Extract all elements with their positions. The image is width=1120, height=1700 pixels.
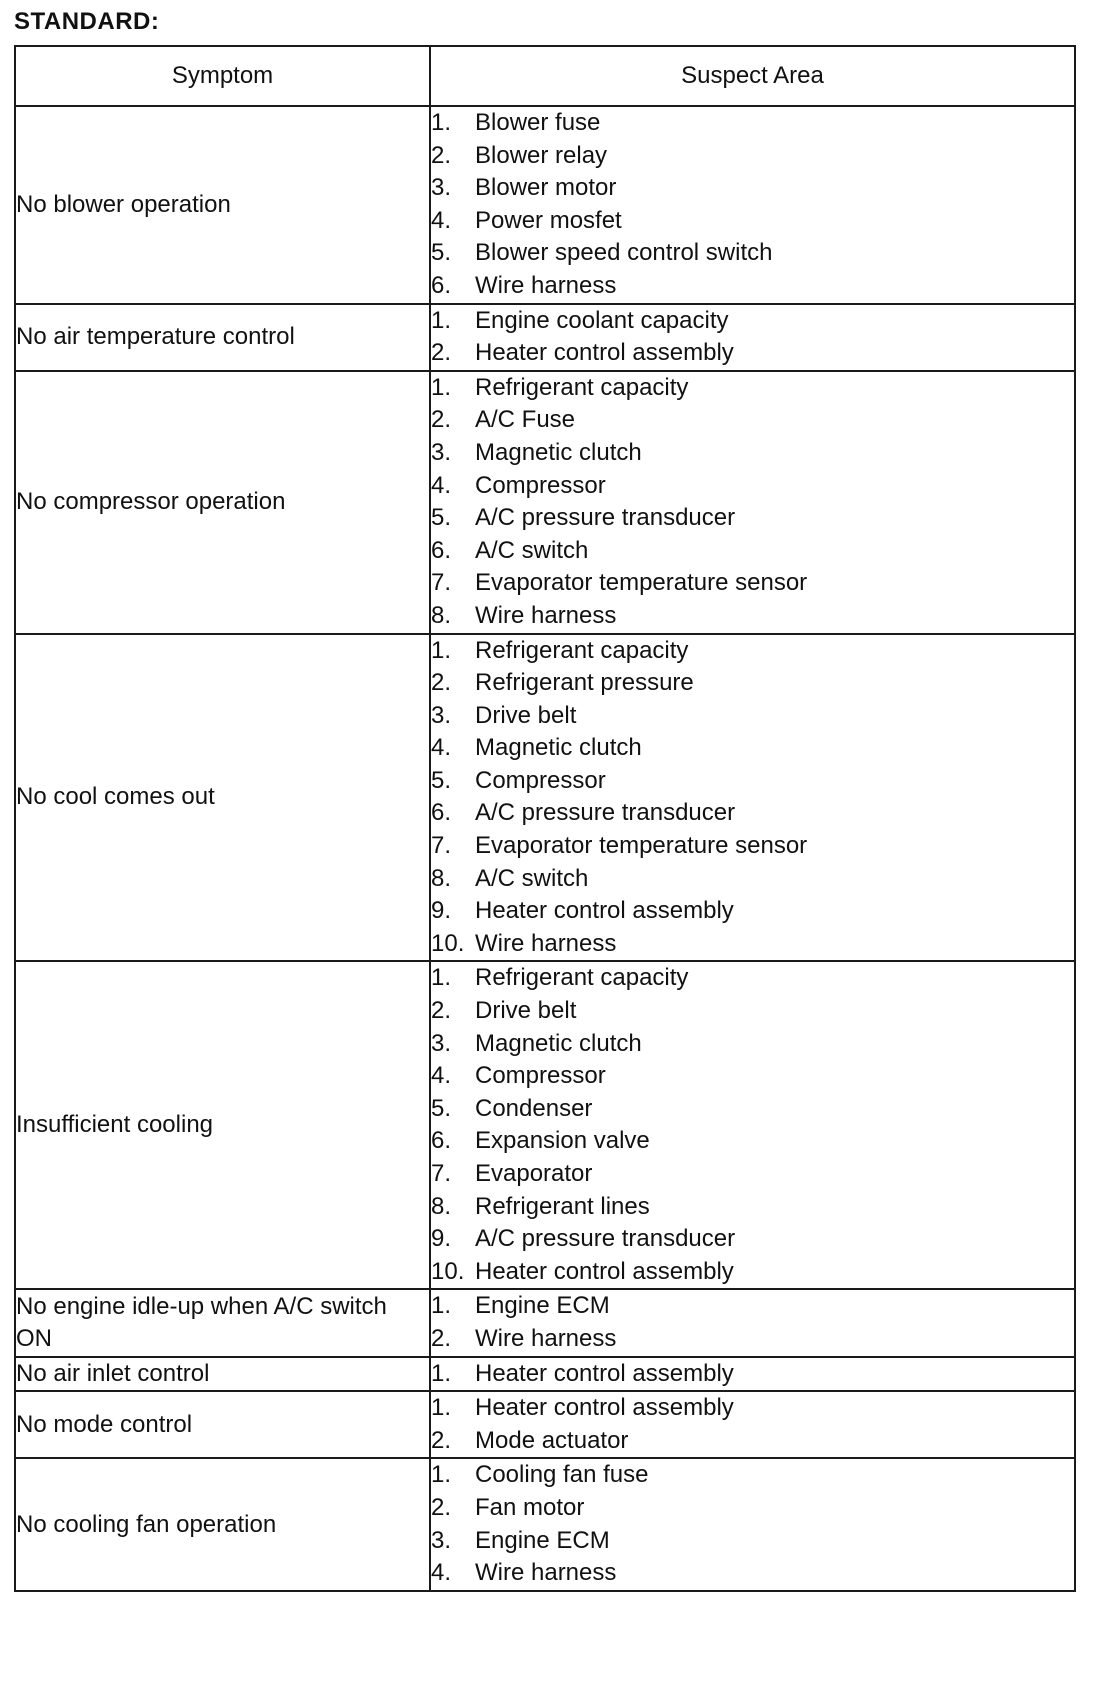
symptom-cell: No air inlet control bbox=[15, 1357, 430, 1392]
item-text: Wire harness bbox=[475, 1559, 617, 1587]
item-number: 1. bbox=[431, 1292, 452, 1320]
page-title: STANDARD: bbox=[14, 8, 160, 35]
item-text: Refrigerant pressure bbox=[475, 669, 694, 697]
list-item bbox=[431, 895, 1074, 928]
item-text: Refrigerant capacity bbox=[475, 636, 689, 664]
list-item bbox=[431, 1060, 1074, 1093]
list-item bbox=[431, 732, 1074, 765]
item-text: Refrigerant capacity bbox=[475, 964, 689, 992]
item-number: 1. bbox=[431, 1461, 452, 1489]
table-row bbox=[15, 961, 1075, 1289]
list-item bbox=[431, 1158, 1074, 1191]
table-row bbox=[15, 1289, 1075, 1356]
list-item bbox=[431, 1093, 1074, 1126]
item-number: 9. bbox=[431, 897, 452, 925]
suspect-area-list bbox=[431, 1459, 1074, 1589]
item-number: 2. bbox=[431, 406, 452, 434]
symptom-cell: No engine idle-up when A/C switch ON bbox=[15, 1289, 430, 1356]
list-item bbox=[431, 1425, 1074, 1458]
item-number: 1. bbox=[431, 373, 452, 401]
list-item bbox=[431, 535, 1074, 568]
suspect-area-list bbox=[431, 1290, 1074, 1355]
list-item bbox=[431, 635, 1074, 668]
item-number: 2. bbox=[431, 141, 452, 169]
item-text: Refrigerant lines bbox=[475, 1192, 650, 1220]
item-text: Mode actuator bbox=[475, 1426, 629, 1454]
item-text: Compressor bbox=[475, 471, 606, 499]
item-text: Magnetic clutch bbox=[475, 734, 642, 762]
item-number: 5. bbox=[431, 766, 452, 794]
item-number: 10. bbox=[431, 1257, 465, 1285]
list-item bbox=[431, 1358, 1074, 1391]
list-item bbox=[431, 502, 1074, 535]
list-item bbox=[431, 1125, 1074, 1158]
item-text: Engine ECM bbox=[475, 1292, 610, 1320]
table-row bbox=[15, 1458, 1075, 1590]
symptom-cell: No cooling fan operation bbox=[15, 1458, 430, 1590]
item-text: Drive belt bbox=[475, 997, 577, 1025]
suspect-area-list bbox=[431, 1392, 1074, 1457]
symptom-cell: No mode control bbox=[15, 1391, 430, 1458]
suspect-area-list bbox=[431, 372, 1074, 633]
suspect-area-cell bbox=[430, 304, 1075, 371]
item-number: 8. bbox=[431, 601, 452, 629]
item-text: Cooling fan fuse bbox=[475, 1461, 649, 1489]
table-header-row bbox=[15, 46, 1075, 106]
item-number: 5. bbox=[431, 1094, 452, 1122]
table-row bbox=[15, 1357, 1075, 1392]
item-number: 3. bbox=[431, 1526, 452, 1554]
suspect-area-cell bbox=[430, 961, 1075, 1289]
item-text: Wire harness bbox=[475, 929, 617, 957]
item-number: 5. bbox=[431, 239, 452, 267]
list-item bbox=[431, 1256, 1074, 1289]
list-item bbox=[431, 1392, 1074, 1425]
item-number: 1. bbox=[431, 636, 452, 664]
table-row bbox=[15, 634, 1075, 962]
table-row bbox=[15, 106, 1075, 304]
list-item bbox=[431, 172, 1074, 205]
item-text: Expansion valve bbox=[475, 1127, 650, 1155]
item-number: 2. bbox=[431, 669, 452, 697]
suspect-area-list bbox=[431, 305, 1074, 370]
suspect-area-cell bbox=[430, 1289, 1075, 1356]
list-item bbox=[431, 470, 1074, 503]
item-text: Refrigerant capacity bbox=[475, 373, 689, 401]
item-number: 6. bbox=[431, 271, 452, 299]
list-item bbox=[431, 1459, 1074, 1492]
item-text: Magnetic clutch bbox=[475, 438, 642, 466]
suspect-area-cell bbox=[430, 634, 1075, 962]
item-text: Heater control assembly bbox=[475, 1359, 734, 1387]
item-number: 1. bbox=[431, 109, 452, 136]
list-item bbox=[431, 667, 1074, 700]
item-text: Compressor bbox=[475, 1062, 606, 1090]
item-number: 3. bbox=[431, 438, 452, 466]
item-number: 4. bbox=[431, 471, 452, 499]
item-number: 8. bbox=[431, 864, 452, 892]
item-text: A/C pressure transducer bbox=[475, 504, 736, 532]
suspect-area-column-header: Suspect Area bbox=[430, 46, 1075, 106]
symptom-cell: No blower operation bbox=[15, 106, 430, 304]
item-text: A/C pressure transducer bbox=[475, 799, 736, 827]
item-number: 4. bbox=[431, 734, 452, 762]
suspect-area-cell bbox=[430, 1391, 1075, 1458]
list-item bbox=[431, 1290, 1074, 1323]
item-text: Wire harness bbox=[475, 601, 617, 629]
item-text: Blower relay bbox=[475, 141, 608, 169]
item-text: A/C Fuse bbox=[475, 406, 576, 434]
item-text: Engine ECM bbox=[475, 1526, 610, 1554]
list-item bbox=[431, 1323, 1074, 1356]
list-item bbox=[431, 305, 1074, 338]
item-text: Fan motor bbox=[475, 1493, 585, 1521]
item-text: A/C switch bbox=[475, 536, 589, 564]
suspect-area-cell bbox=[430, 106, 1075, 304]
item-text: Magnetic clutch bbox=[475, 1029, 642, 1057]
item-number: 6. bbox=[431, 799, 452, 827]
item-text: Heater control assembly bbox=[475, 897, 734, 925]
item-number: 4. bbox=[431, 1062, 452, 1090]
suspect-area-list bbox=[431, 635, 1074, 961]
item-number: 7. bbox=[431, 832, 452, 860]
list-item bbox=[431, 437, 1074, 470]
suspect-area-cell bbox=[430, 1357, 1075, 1392]
list-item bbox=[431, 765, 1074, 798]
list-item bbox=[431, 372, 1074, 405]
list-item bbox=[431, 205, 1074, 238]
list-item bbox=[431, 107, 1074, 140]
item-text: Evaporator temperature sensor bbox=[475, 569, 808, 597]
item-number: 3. bbox=[431, 174, 452, 202]
item-text: Evaporator bbox=[475, 1160, 593, 1187]
item-number: 1. bbox=[431, 964, 452, 992]
item-number: 4. bbox=[431, 206, 452, 234]
suspect-area-list bbox=[431, 1358, 1074, 1391]
list-item bbox=[431, 1557, 1074, 1590]
symptom-cell: No air temperature control bbox=[15, 304, 430, 371]
table-row bbox=[15, 371, 1075, 634]
list-item bbox=[431, 700, 1074, 733]
suspect-area-cell bbox=[430, 1458, 1075, 1590]
table-row bbox=[15, 1391, 1075, 1458]
item-text: Power mosfet bbox=[475, 206, 622, 234]
list-item bbox=[431, 140, 1074, 173]
list-item bbox=[431, 962, 1074, 995]
item-text: Blower motor bbox=[475, 174, 617, 202]
item-number: 9. bbox=[431, 1225, 452, 1253]
item-number: 1. bbox=[431, 1394, 452, 1422]
item-number: 7. bbox=[431, 1160, 452, 1187]
table-row bbox=[15, 304, 1075, 371]
item-text: Blower fuse bbox=[475, 109, 601, 136]
list-item bbox=[431, 995, 1074, 1028]
list-item bbox=[431, 1191, 1074, 1224]
item-number: 3. bbox=[431, 701, 452, 729]
item-number: 6. bbox=[431, 536, 452, 564]
list-item bbox=[431, 928, 1074, 961]
list-item bbox=[431, 404, 1074, 437]
item-number: 2. bbox=[431, 1493, 452, 1521]
item-text: Drive belt bbox=[475, 701, 577, 729]
list-item bbox=[431, 1492, 1074, 1525]
list-item bbox=[431, 1223, 1074, 1256]
item-text: Heater control assembly bbox=[475, 1257, 734, 1285]
symptom-cell: No compressor operation bbox=[15, 371, 430, 634]
item-text: Heater control assembly bbox=[475, 1394, 734, 1422]
list-item bbox=[431, 863, 1074, 896]
suspect-area-list bbox=[431, 962, 1074, 1288]
item-number: 4. bbox=[431, 1559, 452, 1587]
item-number: 7. bbox=[431, 569, 452, 597]
list-item bbox=[431, 237, 1074, 270]
item-text: Wire harness bbox=[475, 271, 617, 299]
list-item bbox=[431, 797, 1074, 830]
troubleshooting-table bbox=[14, 45, 1076, 1592]
item-number: 3. bbox=[431, 1029, 452, 1057]
suspect-area-list bbox=[431, 107, 1074, 303]
item-text: Heater control assembly bbox=[475, 339, 734, 367]
item-text: Compressor bbox=[475, 766, 606, 794]
item-number: 8. bbox=[431, 1192, 452, 1220]
item-text: Condenser bbox=[475, 1094, 593, 1122]
item-number: 2. bbox=[431, 339, 452, 367]
symptom-column-header: Symptom bbox=[15, 46, 430, 106]
suspect-area-cell bbox=[430, 371, 1075, 634]
item-text: Wire harness bbox=[475, 1324, 617, 1352]
item-text: Blower speed control switch bbox=[475, 239, 773, 267]
list-item bbox=[431, 600, 1074, 633]
list-item bbox=[431, 830, 1074, 863]
list-item bbox=[431, 1525, 1074, 1558]
item-text: A/C pressure transducer bbox=[475, 1225, 736, 1253]
item-text: Engine coolant capacity bbox=[475, 306, 729, 334]
item-number: 1. bbox=[431, 1359, 452, 1387]
list-item bbox=[431, 270, 1074, 303]
item-text: Evaporator temperature sensor bbox=[475, 832, 808, 860]
list-item bbox=[431, 567, 1074, 600]
item-number: 1. bbox=[431, 306, 452, 334]
item-number: 2. bbox=[431, 997, 452, 1025]
symptom-cell: No cool comes out bbox=[15, 634, 430, 962]
item-number: 2. bbox=[431, 1324, 452, 1352]
item-number: 6. bbox=[431, 1127, 452, 1155]
item-text: A/C switch bbox=[475, 864, 589, 892]
table-body bbox=[15, 106, 1075, 1591]
symptom-cell: Insufficient cooling bbox=[15, 961, 430, 1289]
list-item bbox=[431, 337, 1074, 370]
item-number: 2. bbox=[431, 1426, 452, 1454]
item-number: 10. bbox=[431, 929, 465, 957]
list-item bbox=[431, 1028, 1074, 1061]
item-number: 5. bbox=[431, 504, 452, 532]
